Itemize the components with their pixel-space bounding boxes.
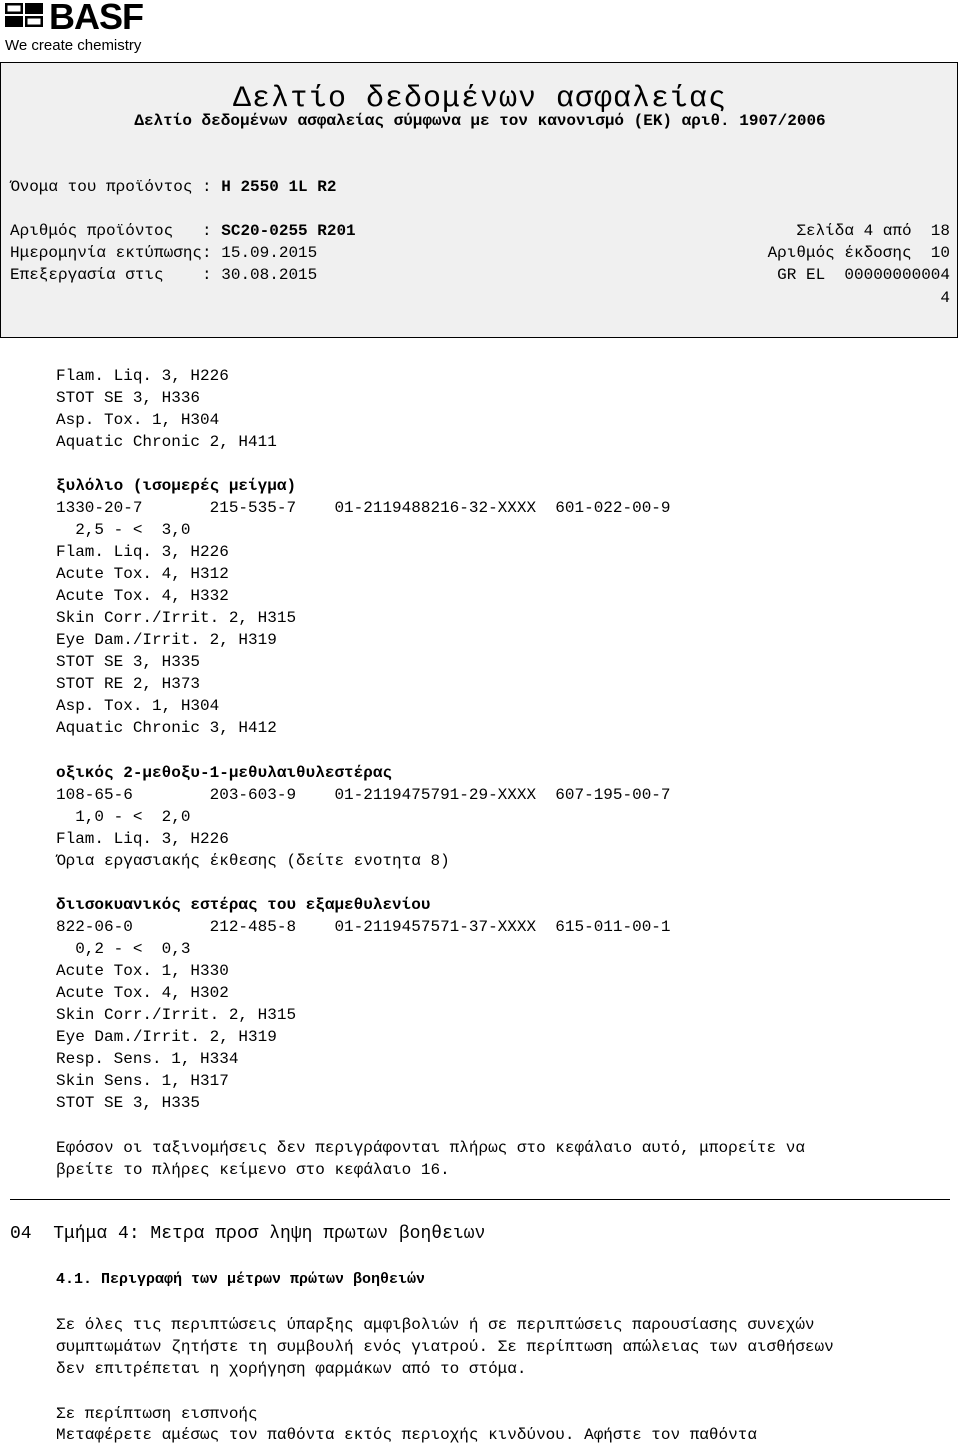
substance-identifiers: 822-06-0 212-485-8 01-2119457571-37-XXXX 615-011-00-1 [56, 918, 671, 936]
classification-note: Εφόσον οι ταξινομήσεις δεν περιγράφονται πλήρως στο κεφάλαιο αυτό, μπορείτε να [56, 1139, 805, 1157]
doc-code: GR EL 00000000004 [777, 266, 950, 284]
hazard-line: Skin Corr./Irrit. 2, H315 [56, 609, 297, 627]
hazard-line: Aquatic Chronic 2, H411 [56, 433, 277, 451]
hazard-line: Flam. Liq. 3, H226 [56, 543, 229, 561]
substance-name: διισοκυανικός εστέρας του εξαμεθυλενίου [56, 896, 431, 914]
first-aid-text: δεν επιτρέπεται η χορήγηση φαρμάκων από το στόμα. [56, 1360, 527, 1378]
document-title: Δελτίο δεδομένων ασφαλείας [232, 82, 728, 116]
doc-code-cont: 4 [940, 289, 950, 307]
hazard-line: Skin Sens. 1, H317 [56, 1072, 229, 1090]
hazard-line: Flam. Liq. 3, H226 [56, 830, 229, 848]
substance-identifiers: 1330-20-7 215-535-7 01-2119488216-32-XXXX 601-022-00-9 [56, 499, 671, 517]
classification-note: βρείτε το πλήρες κείμενο στο κεφάλαιο 16. [56, 1161, 450, 1179]
hazard-line: STOT RE 2, H373 [56, 675, 201, 693]
substance-identifiers: 108-65-6 203-603-9 01-2119475791-29-XXXX 607-195-00-7 [56, 786, 671, 804]
product-number [10, 222, 356, 240]
hazard-line: Aquatic Chronic 3, H412 [56, 719, 277, 737]
product-name-label: Όνομα του προϊόντος : [10, 178, 222, 196]
exposure-limits-note: Όρια εργασιακής έκθεσης (δείτε ενοτητα 8) [56, 852, 450, 870]
product-number-label: Αριθμός προϊόντος : [10, 222, 222, 240]
first-aid-text: συμπτωμάτων ζητήστε τη συμβουλή ενός γιατρού. Σε περίπτωση απώλειας των αισθήσεων [56, 1338, 834, 1356]
hazard-line: Eye Dam./Irrit. 2, H319 [56, 1028, 277, 1046]
concentration-range: 2,5 - < 3,0 [56, 521, 191, 539]
hazard-line: Acute Tox. 1, H330 [56, 962, 229, 980]
print-date: Ημερομηνία εκτύπωσης: 15.09.2015 [10, 244, 318, 262]
hazard-line: STOT SE 3, H336 [56, 389, 201, 407]
revision-date: Επεξεργασία στις : 30.08.2015 [10, 266, 318, 284]
hazard-line: Acute Tox. 4, H312 [56, 565, 229, 583]
logo-tagline: We create chemistry [5, 37, 142, 54]
product-name-value: H 2550 1L R2 [221, 178, 337, 196]
subsection-4-1-heading: 4.1. Περιγραφή των μέτρων πρώτων βοηθειών [56, 1271, 426, 1288]
page-info: Σελίδα 4 από 18 [796, 222, 950, 240]
hazard-line: STOT SE 3, H335 [56, 653, 201, 671]
hazard-line: Skin Corr./Irrit. 2, H315 [56, 1006, 297, 1024]
hazard-line: Acute Tox. 4, H332 [56, 587, 229, 605]
hazard-line: Asp. Tox. 1, H304 [56, 697, 220, 715]
version-info: Αριθμός έκδοσης 10 [767, 244, 950, 262]
substance-name: οξικός 2-μεθοξυ-1-μεθυλαιθυλεστέρας [56, 764, 393, 782]
inhalation-heading: Σε περίπτωση εισπνοής [56, 1405, 258, 1423]
logo-company: BASF [49, 0, 143, 37]
first-aid-text: Σε όλες τις περιπτώσεις ύπαρξης αμφιβολιών ή σε περιπτώσεις παρουσίασης συνεχών [56, 1316, 815, 1334]
hazard-line: Asp. Tox. 1, H304 [56, 411, 220, 429]
product-number-value: SC20-0255 R201 [221, 222, 356, 240]
hazard-line: Acute Tox. 4, H302 [56, 984, 229, 1002]
basf-logo-mark-icon [5, 3, 45, 29]
section-divider [10, 1199, 950, 1200]
inhalation-text: Μεταφέρετε αμέσως τον παθόντα εκτός περιοχής κινδύνου. Αφήστε τον παθόντα [56, 1426, 757, 1444]
concentration-range: 0,2 - < 0,3 [56, 940, 191, 958]
product-name [10, 178, 336, 196]
hazard-line: Resp. Sens. 1, H334 [56, 1050, 239, 1068]
document-subtitle: Δελτίο δεδομένων ασφαλείας σύμφωνα με τον κανονισμό (ΕΚ) αριθ. 1907/2006 [134, 112, 826, 130]
substance-name: ξυλόλιο (ισομερές μείγμα) [56, 477, 297, 495]
hazard-line: Eye Dam./Irrit. 2, H319 [56, 631, 277, 649]
concentration-range: 1,0 - < 2,0 [56, 808, 191, 826]
hazard-line: STOT SE 3, H335 [56, 1094, 201, 1112]
section-4-heading: 04 Τμήμα 4: Μετρα προσ ληψη πρωτων βοηθειων [10, 1224, 486, 1244]
hazard-line: Flam. Liq. 3, H226 [56, 367, 229, 385]
